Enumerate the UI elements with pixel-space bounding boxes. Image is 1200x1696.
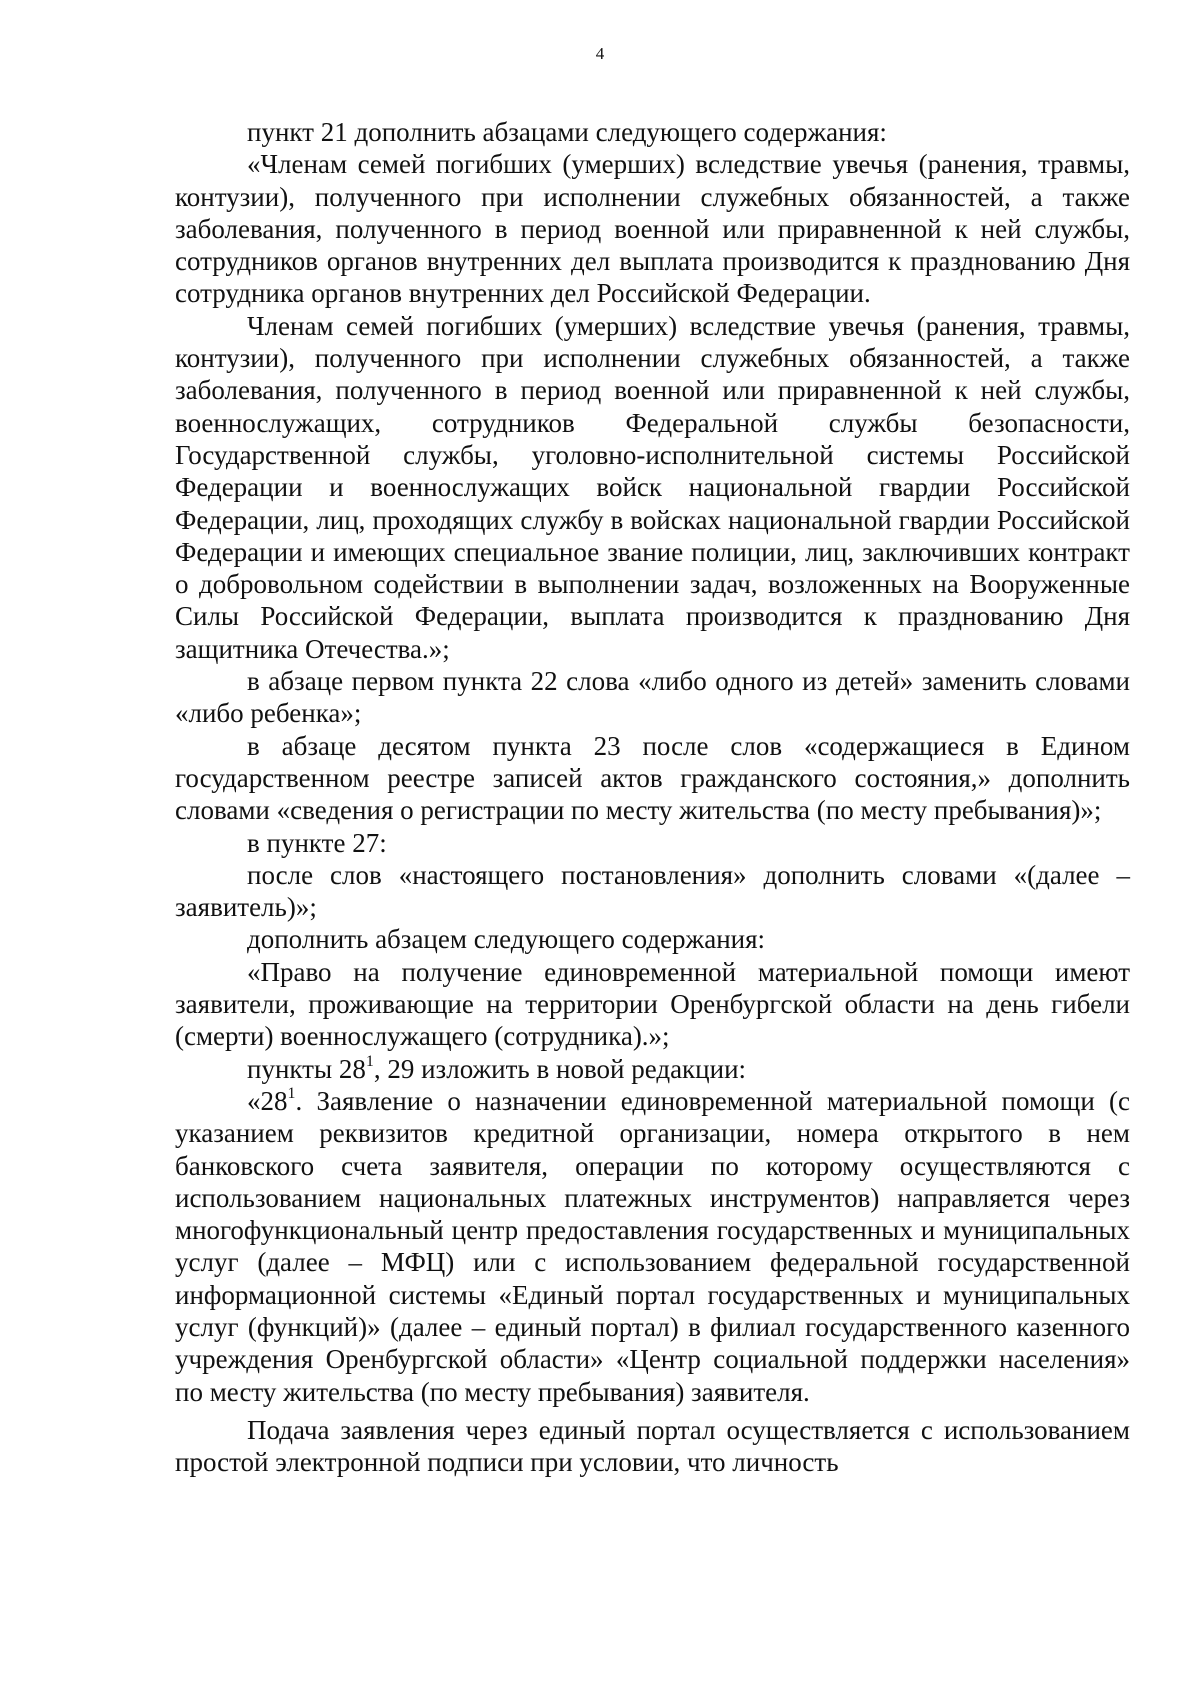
paragraph-2: «Членам семей погибших (умерших) вследствие увечья (ранения, травмы, контузии), полученного при исполнении служебных обязанностей, а также заболевания, полученного в период военной или приравненной к ней службы, сотрудников органов внутренних дел выплата производится к празднованию Дня сотрудника органов внутренних дел Российской Федерации. — [175, 149, 1130, 309]
paragraph-7: после слов «настоящего постановления» дополнить словами «(далее – заявитель)»; — [175, 859, 1130, 923]
paragraph-6: в пункте 27: — [247, 827, 387, 858]
paragraph-10 — [175, 1053, 1130, 1085]
paragraph-4: в абзаце первом пункта 22 слова «либо одного из детей» заменить словами «либо ребенка»; — [175, 666, 1130, 729]
paragraph-3: Членам семей погибших (умерших) вследствие увечья (ранения, травмы, контузии), полученного при исполнении служебных обязанностей, а также заболевания, полученного в период военной или приравненной к ней службы, военнослужащих, сотрудников Федеральной службы безопасности, Государственной службы, уголовно-исполнительной системы Российской Федерации и военнослужащих войск национальной гвардии Российской Федерации, лиц, проходящих службу в войсках национальной гвардии Российской Федерации и имеющих специальное звание полиции, лиц, заключивших контракт о добровольном содействии в выполнении задач, возложенных на Вооруженные Силы Российской Федерации, выплата производится к празднованию Дня защитника Отечества.»; — [175, 310, 1130, 664]
superscript: 1 — [287, 1084, 296, 1102]
paragraph-10-part-a: пункты 28 — [247, 1053, 366, 1084]
paragraph-5: в абзаце десятом пункта 23 после слов «содержащиеся в Едином государственном реестре записей актов гражданского состояния,» дополнить словами «сведения о регистрации по месту жительства (по месту пребывания)»; — [175, 730, 1130, 826]
paragraph-8: дополнить абзацем следующего содержания: — [247, 924, 766, 955]
paragraph-11-part-a: «28 — [247, 1085, 288, 1116]
paragraph-11 — [175, 1085, 1130, 1408]
paragraph-10-part-b: , 29 изложить в новой редакции: — [373, 1053, 747, 1084]
paragraph-9: «Право на получение единовременной материальной помощи имеют заявители, проживающие на территории Оренбургской области на день гибели (смерти) военнослужащего (сотрудника).»; — [175, 956, 1130, 1052]
paragraph-11-part-b: . Заявление о назначении единовременной материальной помощи (с указанием реквизитов кредитной организации, номера открытого в нем банковского счета заявителя, операции по которому осуществляются с использованием национальных платежных инструментов) направляется через многофункциональный центр предоставления государственных и муниципальных услуг (далее – МФЦ) или с использованием федеральной государственной информационной системы «Единый портал государственных и муниципальных услуг (функций)» (далее – единый портал) в филиал государственного казенного учреждения Оренбургской области» «Центр социальной поддержки населения» по месту жительства (по месту пребывания) заявителя. — [175, 1085, 1130, 1407]
document-body — [175, 116, 1130, 1478]
superscript: 1 — [365, 1052, 374, 1070]
paragraph-1: пункт 21 дополнить абзацами следующего содержания: — [247, 117, 887, 147]
paragraph-12: Подача заявления через единый портал осуществляется с использованием простой электронной подписи при условии, что личность — [175, 1414, 1130, 1478]
page-number: 4 — [595, 44, 605, 63]
